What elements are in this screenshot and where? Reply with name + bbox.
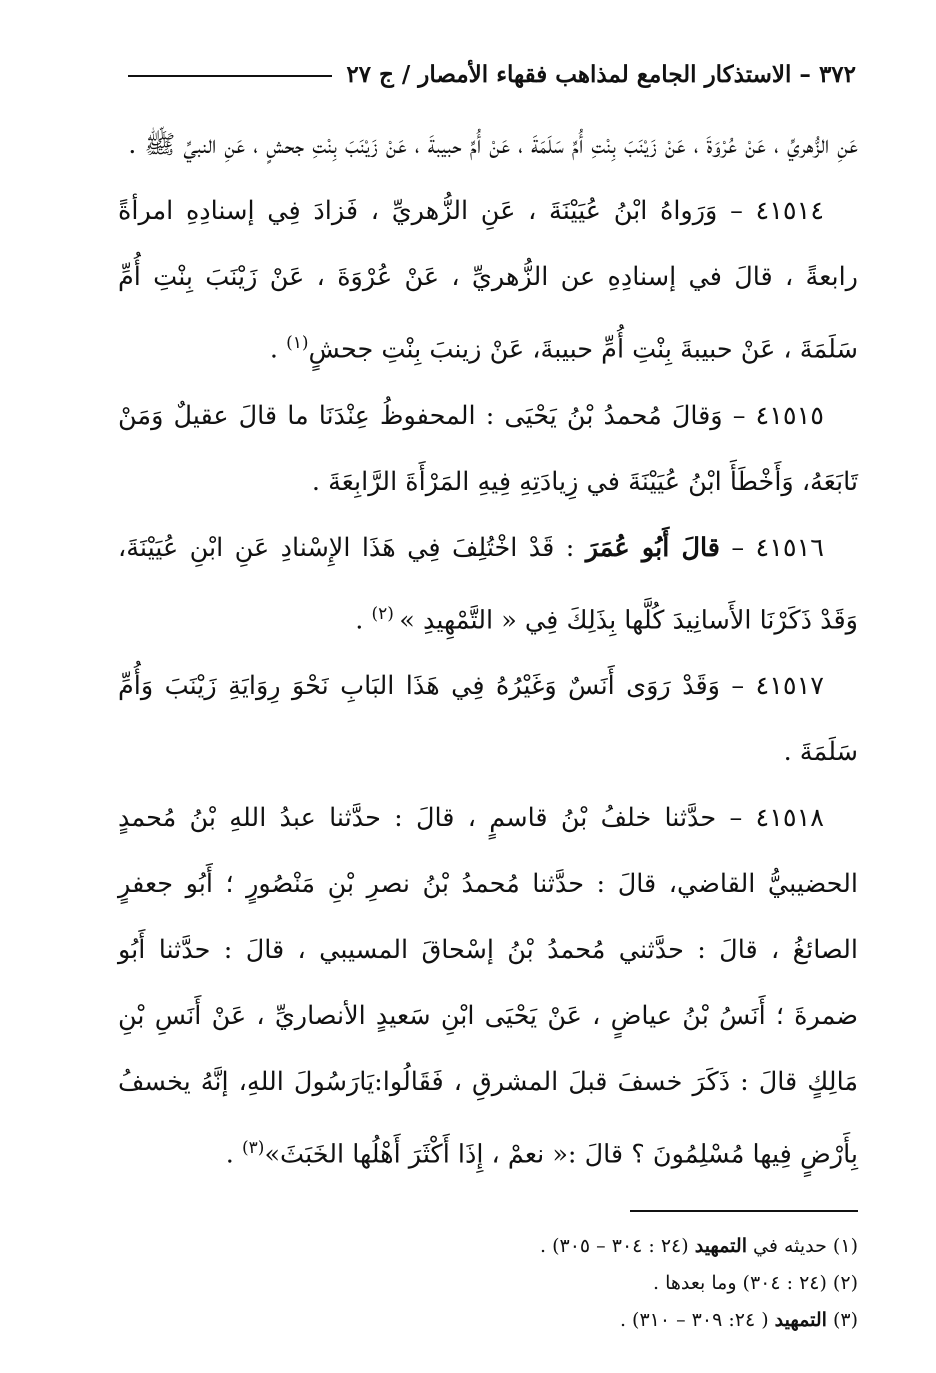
footnote-separator (630, 1210, 858, 1212)
footnote-text: ( ٢٤: ٣٠٩ – ٣١٠) . (619, 1309, 775, 1331)
footnote-text: (٢) (٢٤ : ٣٠٤) وما بعدها . (653, 1272, 858, 1294)
paragraph-41515 (118, 383, 858, 515)
paragraph-41517 (118, 653, 858, 785)
footnote-3 (118, 1302, 858, 1339)
paragraph-number: ٤١٥١٤ – (717, 196, 825, 226)
paragraph-text: وَرَواهُ ابْنُ عُيَيْنَةَ ، عَنِ الزُّهريِّ ، فَزادَ فِي إسنادِهِ امرأةً رابعةً ، قالَ في إسنادِهِ عن الزُّهريِّ ، عَنْ عُرْوَةَ ، عَنْ زَيْنَبَ بِنْتِ أُمِّ سَلَمَةَ ، عَنْ حبيبةَ بِنْتِ أُمِّ حبيبةَ، عَنْ زينبَ بِنْتِ جحشٍ (118, 196, 858, 365)
paragraph-end: . (355, 605, 372, 635)
paragraph-number: ٤١٥١٨ – (716, 803, 824, 833)
paragraph-number: ٤١٥١٦ – (719, 532, 824, 563)
footnote-source: التمهيد (694, 1235, 747, 1257)
speaker-name: قالَ أَبُو عُمَرَ (585, 532, 720, 563)
paragraph-text: : قَدْ اخْتُلِفَ فِي هَذَا الإِسْنادِ عَنِ ابْنِ عُيَيْنَةَ، وَقَدْ ذَكَرْنَا الأَسانِيدَ كُلَّها بِذَلِكَ فِي « التَّمْهِيدِ » (118, 532, 858, 635)
footnote-text: (٢٤ : ٣٠٤ – ٣٠٥) . (540, 1235, 695, 1257)
footnote-1 (118, 1228, 858, 1265)
paragraph-end: . (225, 1139, 243, 1170)
paragraph-text: حدَّثنا خلفُ بْنُ قاسمٍ ، قالَ : حدَّثنا عبدُ اللهِ بْنُ مُحمدٍ الحضيبيُّ القاضي، قالَ : حدَّثنا مُحمدُ بْنُ نصرِ بْنِ مَنْصُورٍ ؛ أَبُو جعفرٍ الصائغُ ، قالَ : حدَّثني مُحمدُ بْنُ إسْحاقَ المسيبي ، قالَ : حدَّثنا أَبُو ضمرةَ ؛ أَنَسُ بْنُ عياضٍ ، عَنْ يَحْيَى ابْنِ سَعيدٍ الأنصاريِّ ، عَنْ أَنَسِ بْنِ مَالِكٍ قالَ : ذَكَرَ خسفَ قبلَ المشرقِ ، فَقَالُوا:يَارَسُولَ اللهِ، إنَّهُ يخسفُ بِأَرْضٍ فِيها مُسْلِمُونَ ؟ قالَ :« نعمْ ، إِذَا أَكْثَرَ أَهْلُها الخَبَثَ» (118, 803, 858, 1170)
header-rule (128, 75, 332, 77)
paragraph-text: وَقالَ مُحمدُ بْنُ يَحْيَى : المحفوظُ عِنْدَنَا ما قالَ عقيلٌ وَمَنْ تَابَعَهُ، وَأَخْطَأَ ابْنُ عُيَيْنَةَ في زِيادَتِهِ فِيهِ المَرْأَةَ الرَّابِعَةَ . (118, 400, 858, 497)
footnote-source: التمهيد (774, 1309, 827, 1331)
footnote-ref: (١) (286, 333, 309, 353)
footnote-text: (١) حديثه في (746, 1235, 858, 1257)
paragraph-continuation (118, 112, 858, 178)
paragraph-41516 (118, 515, 858, 654)
footnote-text: (٣) (826, 1309, 858, 1331)
paragraph-end: . (269, 334, 287, 365)
paragraph-41518 (118, 785, 858, 1188)
paragraph-text: وَقَدْ رَوَى أَنَسٌ وَغَيْرُهُ فِي هَذَا البَابِ نَحْوَ رِوَايَةِ زَيْنَبَ وَأُمِّ سَلَمَةَ . (118, 671, 858, 767)
footnotes (118, 1228, 858, 1339)
paragraph-number: ٤١٥١٧ – (720, 671, 824, 701)
paragraph-text: جحشٍ ، عَنِ النبيِّ ﷺ . (128, 130, 305, 160)
footnote-ref: (٢) (371, 603, 400, 624)
footnote-2 (118, 1265, 858, 1302)
paragraph-text: عَنِ الزُّهريِّ ، عَنْ عُرْوَةَ ، عَنْ زَيْنَبَ بِنْتِ أُمِّ سَلَمَةَ ، عَنْ أُمِّ حبيبةَ ، عَنْ زَيْنَبَ بِنْتِ (312, 130, 858, 160)
paragraph-41514 (118, 178, 858, 383)
main-text (118, 112, 858, 1188)
footnote-ref: (٣) (242, 1138, 265, 1158)
paragraph-number: ٤١٥١٥ – (722, 400, 824, 431)
running-header (128, 54, 856, 94)
header-title: ٣٧٢ – الاستذكار الجامع لمذاهب فقهاء الأمصار / ج ٢٧ (346, 60, 856, 88)
